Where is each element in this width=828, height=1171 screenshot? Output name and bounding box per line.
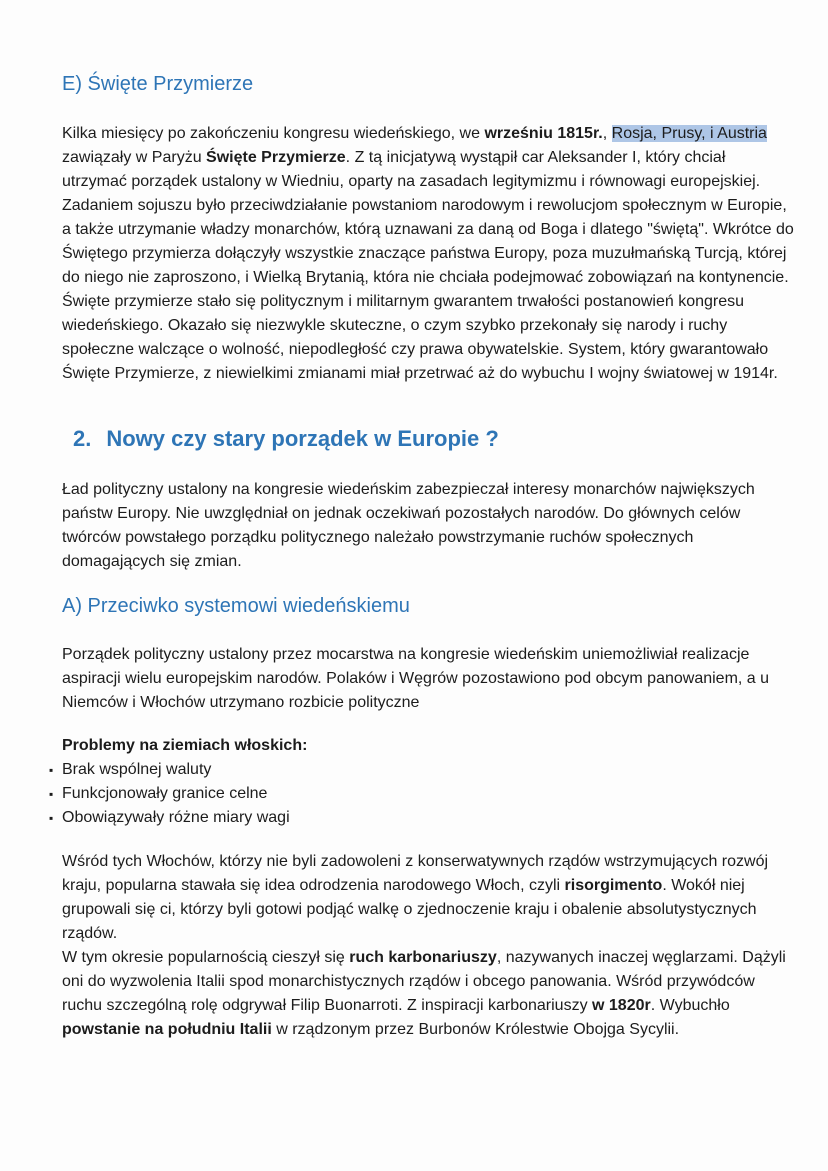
problems-list-title: Problemy na ziemiach włoskich: bbox=[62, 737, 308, 754]
list-item-text: Funkcjonowały granice celne bbox=[62, 785, 268, 802]
text-segment-bold-holy-alliance: Święte Przymierze bbox=[206, 149, 346, 166]
bullet-marker-icon: ▪ bbox=[49, 811, 54, 825]
paragraph-against-vienna-system: Porządek polityczny ustalony przez mocarstwa na kongresie wiedeńskim uniemożliwiał realizacje aspiracji wielu europejskim narodów. Polaków i Węgrów pozostawiono pod obcym panowaniem, a u Niemców i Włochów utrzymano rozbicie polityczne bbox=[62, 646, 770, 711]
text-segment: W tym okresie popularnością cieszył się bbox=[62, 949, 350, 966]
text-segment-bold-carbonari-movement: ruch karbonariuszy bbox=[349, 949, 497, 966]
paragraph-section-2-intro: Ład polityczny ustalony na kongresie wiedeńskim zabezpieczał interesy monarchów największych państw Europy. Nie uwzględniał on jednak oczekiwań pozostałych narodów. Do głównych celów twórców powstałego porządku politycznego należało powstrzymanie ruchów społecznych domagających się zmian. bbox=[62, 481, 755, 570]
text-segment: , nazywanych inaczej węglarzami. Dążyli oni do wyzwolenia Italii spod monarchistycznych rządów i obcego panowania. Wśród przywódców ruchu szczególną rolę odgrywał Filip Buonarroti. Z inspiracji karbonariuszy bbox=[62, 949, 786, 1014]
text-segment: . Wybuchło bbox=[650, 997, 730, 1014]
section-number: 2. bbox=[73, 426, 92, 451]
text-segment: Wśród tych Włochów, którzy nie byli zadowoleni z konserwatywnych rządów wstrzymujących rozwój kraju, popularna stawała się idea odrodzenia narodowego Włoch, czyli bbox=[62, 853, 769, 894]
text-segment-bold-risorgimento: risorgimento bbox=[564, 877, 663, 894]
text-segment: Kilka miesięcy po zakończeniu kongresu wiedeńskiego, we bbox=[62, 125, 485, 142]
text-segment-bold-date: wrześniu 1815r. bbox=[484, 125, 603, 142]
paragraph-holy-alliance bbox=[62, 122, 794, 386]
text-segment: . Wokół niej grupowali się ci, którzy byli gotowi podjąć walkę o zjednoczenie kraju i obalenie absolutystycznych rządów. bbox=[62, 877, 757, 942]
text-segment: w rządzonym przez Burbonów Królestwie Obojga Sycylii. bbox=[271, 1021, 680, 1038]
heading-against-vienna-system: A) Przeciwko systemowi wiedeńskiemu bbox=[62, 595, 410, 617]
document-content bbox=[49, 0, 794, 1042]
text-segment-bold-year-1820: w 1820r bbox=[592, 997, 651, 1014]
bullet-marker-icon: ▪ bbox=[49, 787, 54, 801]
list-item bbox=[49, 758, 794, 782]
list-item-text: Obowiązywały różne miary wagi bbox=[62, 809, 290, 826]
selected-text-countries: Rosja, Prusy, i Austria bbox=[611, 125, 767, 142]
section-title: Nowy czy stary porządek w Europie ? bbox=[106, 426, 499, 451]
paragraph-carbonari bbox=[62, 946, 794, 1042]
paragraph-risorgimento bbox=[62, 850, 794, 946]
text-segment: zawiązały w Paryżu bbox=[62, 149, 207, 166]
list-item bbox=[49, 782, 794, 806]
bullet-marker-icon: ▪ bbox=[49, 763, 54, 777]
problems-list bbox=[49, 758, 794, 830]
list-item-text: Brak wspólnej waluty bbox=[62, 761, 212, 778]
heading-holy-alliance: E) Święte Przymierze bbox=[62, 73, 254, 95]
text-segment-bold-uprising: powstanie na południu Italii bbox=[62, 1021, 272, 1038]
text-segment: , bbox=[602, 125, 612, 142]
list-item bbox=[49, 806, 794, 830]
heading-section-2 bbox=[73, 426, 794, 452]
text-segment: . Z tą inicjatywą wystąpił car Aleksander I, który chciał utrzymać porządek ustalony w Wiedniu, oparty na zasadach legitymizmu i równowagi europejskiej. Zadaniem sojuszu było przeciwdziałanie powstaniom narodowym i rewolucjom społecznym w Europie, a także utrzymanie władzy monarchów, którą uznawani za daną od Boga i dlatego "świętą". Wkrótce do Świętego przymierza dołączyły wszystkie znaczące państwa Europy, poza muzułmańską Turcją, której do niego nie zaproszono, i Wielką Brytanią, która nie chciała podejmować zobowiązań na kontynencie. Święte przymierze stało się politycznym i militarnym gwarantem trwałości postanowień kongresu wiedeńskiego. Okazało się niezwykle skuteczne, o czym szybko przekonały się narody i ruchy społeczne walczące o wolność, niepodległość czy prawa obywatelskie. System, który gwarantowało Święte Przymierze, z niewielkimi zmianami miał przetrwać aż do wybuchu I wojny światowej w 1914r. bbox=[62, 149, 794, 382]
